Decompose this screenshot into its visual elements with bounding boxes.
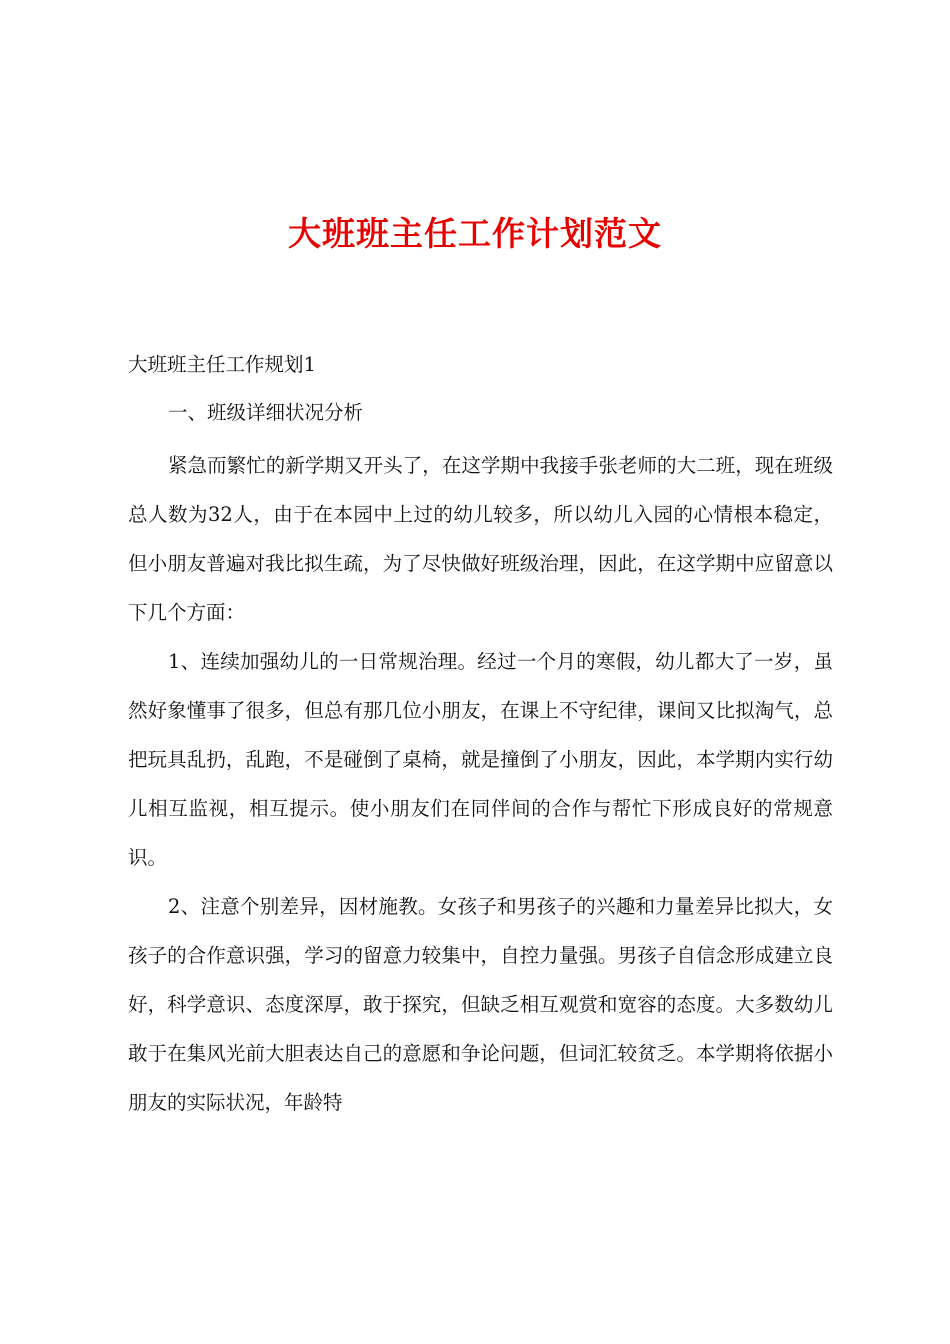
paragraph-item-1: 1、连续加强幼儿的一日常规治理。经过一个月的寒假，幼儿都大了一岁，虽然好象懂事了很多，但总有那几位小朋友，在课上不守纪律，课间又比拟淘气，总把玩具乱扔，乱跑，不是碰倒了桌椅，就是撞倒了小朋友，因此，本学期内实行幼儿相互监视，相互提示。使小朋友们在同伴间的合作与帮忙下形成良好的常规意识。	[128, 650, 833, 869]
paragraph-item-2: 2、注意个别差异，因材施教。女孩子和男孩子的兴趣和力量差异比拟大，女孩子的合作意识强，学习的留意力较集中，自控力量强。男孩子自信念形成建立良好，科学意识、态度深厚，敢于探究，但缺乏相互观赏和宽容的态度。大多数幼儿敢于在集风光前大胆表达自己的意愿和争论问题，但词汇较贫乏。本学期将依据小朋友的实际状况，年龄特	[128, 895, 833, 1114]
document-body	[128, 345, 833, 1127]
subsection-title: 一、班级详细状况分析	[168, 401, 364, 424]
paragraph-intro: 紧急而繁忙的新学期又开头了，在这学期中我接手张老师的大二班，现在班级总人数为32人，由于在本园中上过的幼儿较多，所以幼儿入园的心情根本稳定，但小朋友普遍对我比拟生疏，为了尽快做好班级治理，因此，在这学期中应留意以下几个方面：	[128, 454, 833, 624]
page-title: 大班班主任工作计划范文	[288, 214, 662, 253]
section-title: 大班班主任工作规划1	[128, 353, 316, 376]
